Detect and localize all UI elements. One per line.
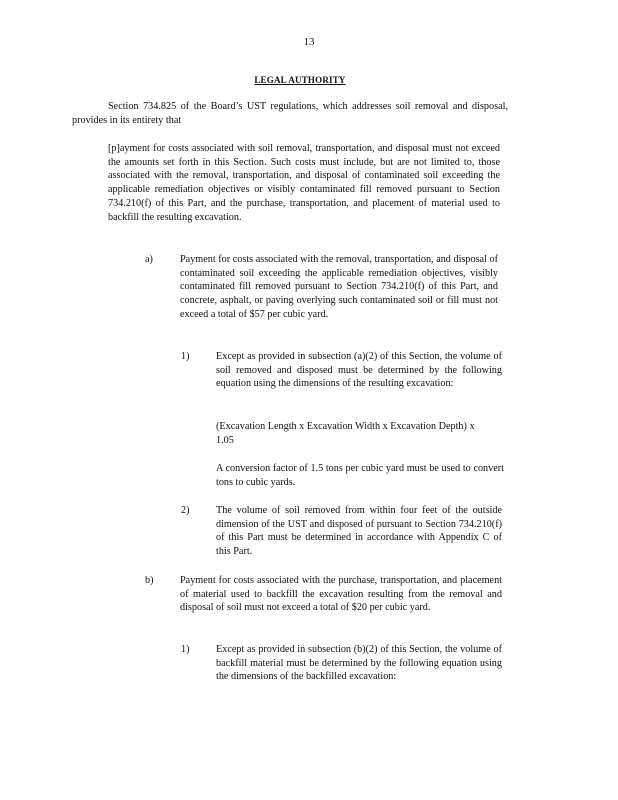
item-a1-text: Except as provided in subsection (a)(2) of this Section, the volume of soil removed and disposed must be determined by the following equation using the dimensions of the resulting excavation: xyxy=(216,351,502,390)
conversion-factor-text: A conversion factor of 1.5 tons per cubic yard must be used to convert tons to cubic yards. xyxy=(216,463,504,488)
item-b1-text: Except as provided in subsection (b)(2) of this Section, the volume of backfill material must be determined by the following equation using the dimensions of the backfilled excavation: xyxy=(216,644,502,683)
item-a-label: a) xyxy=(145,254,153,265)
item-b1-label: 1) xyxy=(181,644,190,655)
item-b-text: Payment for costs associated with the purchase, transportation, and placement of material used to backfill the excavation resulting from the removal and disposal of soil must not exceed a total of $20 per cubic yard. xyxy=(180,575,502,614)
section-heading-text: LEGAL AUTHORITY xyxy=(254,75,346,85)
item-a2-text: The volume of soil removed from within four feet of the outside dimension of the UST and disposed of pursuant to Section 734.210(f) of this Part must be determined in accordance with Appendix C of this Part. xyxy=(216,505,502,558)
item-a1-label: 1) xyxy=(181,351,190,362)
intro-paragraph: Section 734.825 of the Board’s UST regulations, which addresses soil removal and disposal, provides in its entirety that xyxy=(72,101,508,126)
quoted-regulation: [p]ayment for costs associated with soil removal, transportation, and disposal must not exceed the amounts set forth in this Section. Such costs must include, but are not limited to, those associated with the removal, transportation, and disposal of contaminated soil exceeding the applicable remediation objectives or visibly contaminated fill removed pursuant to Section 734.210(f) of this Part, and the purchase, transportation, and placement of material used to backfill the resulting excavation. xyxy=(108,143,500,223)
item-a-text: Payment for costs associated with the removal, transportation, and disposal of contaminated soil exceeding the applicable remediation objectives, visibly contaminated fill removed pursuant to Section 734.210(f) of this Part, and concrete, asphalt, or paving overlying such contaminated soil or fill must not exceed a total of $57 per cubic yard. xyxy=(180,254,498,320)
item-b-label: b) xyxy=(145,575,154,586)
volume-formula: (Excavation Length x Excavation Width x Excavation Depth) x 1.05 xyxy=(216,421,475,446)
section-heading xyxy=(0,74,618,88)
item-a2-label: 2) xyxy=(181,505,190,516)
page-number: 13 xyxy=(303,36,315,48)
